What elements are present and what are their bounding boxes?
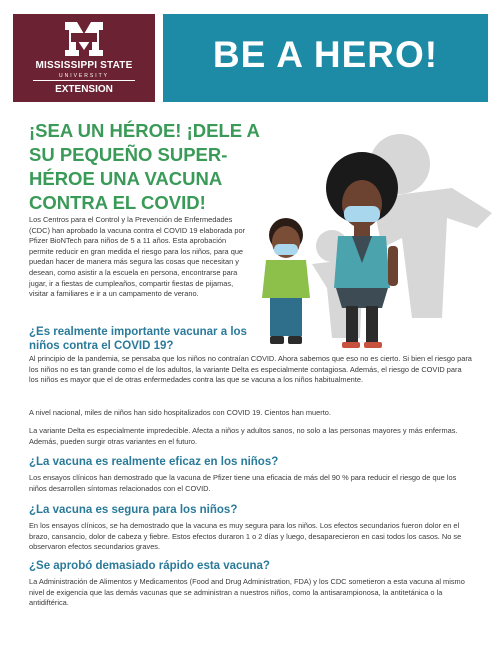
msu-shield-icon (63, 20, 105, 58)
msu-extension-logo (13, 14, 155, 102)
section-heading: ¿Es realmente importante vacunar a los niños contra el COVID 19? (29, 326, 247, 352)
logo-university-label: UNIVERSITY (58, 73, 109, 79)
section-paragraph: La Administración de Alimentos y Medicamentos (Food and Drug Administration, FDA) y los CDC sometieron a esta vacuna al mismo nivel de exigencia que las demás vacunas que se administran a nuestros niños, como la antisarampionosa, la antitetánica o la antidiftérica. (29, 577, 465, 608)
logo-divider (33, 80, 135, 81)
section-heading: ¿La vacuna es segura para los niños? (29, 504, 238, 516)
headline: ¡SEA UN HÉROE! ¡DELE A SU PEQUEÑO SUPER-HÉROE UNA VACUNA CONTRA EL COVID! (29, 120, 260, 213)
logo-university-name: MISSISSIPPI STATE (35, 60, 133, 71)
title-banner (163, 14, 488, 102)
section-paragraph: A nivel nacional, miles de niños han sido hospitalizados con COVID 19. Cientos han muerto. (29, 408, 331, 417)
logo-extension-label: EXTENSION (55, 84, 113, 95)
section-paragraph: Al principio de la pandemia, se pensaba que los niños no contraían COVID. Ahora sabemos que eso no es cierto. Si bien el riesgo para los niños no es tan grande como el de los adultos, la variante Delta es especialmente contagiosa. Además, el riesgo de COVID para los niños es mayor que el de otras enfermedades contra las que se vacuna a los niños habitualmente. (29, 354, 472, 385)
section-paragraph: Los ensayos clínicos han demostrado que la vacuna de Pfizer tiene una eficacia de más del 90 % para reducir el riesgo de que los niños desarrollen síntomas relacionados con el COVID. (29, 473, 457, 493)
section-paragraph: En los ensayos clínicos, se ha demostrado que la vacuna es muy segura para los niños. Los efectos secundarios fueron dolor en el brazo, cansancio, dolor de cabeza y fiebre. Estos efectos duraron 1 o 2 días y luego, desaparecieron en casi todos los casos. No se observaron efectos secundarios graves. (29, 521, 462, 552)
banner-title: BE A HERO! (212, 34, 439, 75)
hero-family-illustration (252, 118, 492, 358)
section-paragraph: La variante Delta es especialmente impredecible. Afecta a niños y adultos sanos, no solo a las personas mayores y más enfermas. Además, pueden surgir otras variantes en el futuro. (29, 426, 458, 446)
boy-figure (262, 218, 310, 344)
intro-paragraph: Los Centros para el Control y la Prevención de Enfermedades (CDC) han aprobado la vacuna contra el COVID 19 elaborada por Pfizer BioNTech para niños de 5 a 11 años. Esta aprobación permite reducir en gran medida el riesgo para los niños, para que puedan hacer de manera más segura las cosas que necesitan y desean, como asistir a la escuela en persona, encontrarse para jugar, ir a fiestas de cumpleaños, compartir fiestas de pijamas, visitar a familiares e ir a un campamento de verano. (29, 215, 246, 299)
section-heading: ¿La vacuna es realmente eficaz en los niños? (29, 456, 279, 468)
section-heading: ¿Se aprobó demasiado rápido esta vacuna? (29, 560, 270, 572)
